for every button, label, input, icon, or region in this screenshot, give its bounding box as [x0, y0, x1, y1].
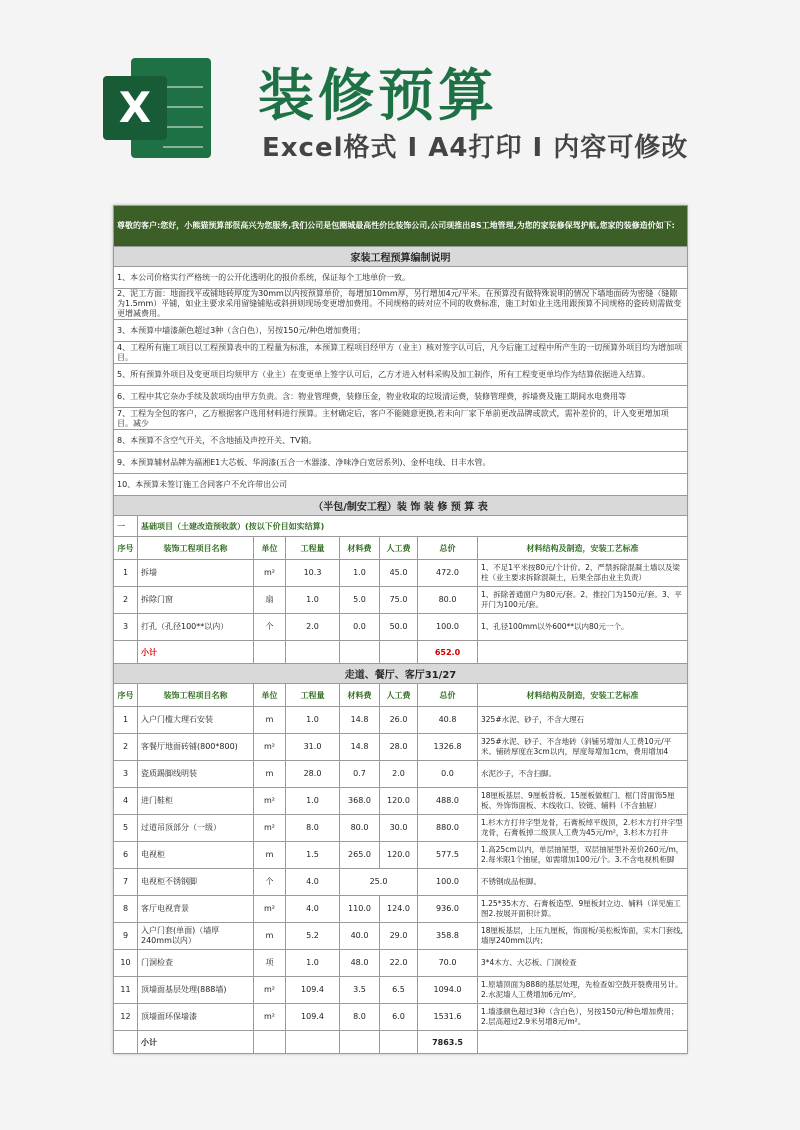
quantity: 4.0	[286, 869, 340, 896]
unit: m²	[254, 788, 286, 815]
item-name: 客餐厅地面砖铺(800*800)	[138, 734, 254, 761]
row-no: 10	[114, 950, 138, 977]
table-row	[114, 869, 688, 896]
unit: m²	[254, 734, 286, 761]
unit: m	[254, 923, 286, 950]
table-cell	[380, 1031, 418, 1054]
total-price: 70.0	[418, 950, 478, 977]
table-cell	[114, 1031, 138, 1054]
quantity: 10.3	[286, 560, 340, 587]
category-no: 一	[114, 516, 138, 537]
section-title: 家装工程预算编制说明	[114, 247, 688, 267]
table-row	[114, 896, 688, 923]
item-name: 入户门套(单面)（墙厚240mm以内）	[138, 923, 254, 950]
note-row	[114, 452, 688, 474]
total-price: 0.0	[418, 761, 478, 788]
quantity: 1.0	[286, 788, 340, 815]
table-row	[114, 950, 688, 977]
total-price: 100.0	[418, 614, 478, 641]
material-cost: 3.5	[340, 977, 380, 1004]
table-row	[114, 977, 688, 1004]
budget-sheet	[113, 205, 687, 1054]
quantity: 4.0	[286, 896, 340, 923]
table-cell	[340, 1031, 380, 1054]
column-header: 材料费	[340, 684, 380, 707]
table-row	[114, 761, 688, 788]
description: 325#水泥、砂子，不含大理石	[478, 707, 688, 734]
description: 水泥沙子，不含扫脚。	[478, 761, 688, 788]
row-no: 1	[114, 560, 138, 587]
row-no: 11	[114, 977, 138, 1004]
unit: m²	[254, 977, 286, 1004]
section-title: 走道、餐厅、客厅31/27	[114, 664, 688, 684]
note-row	[114, 267, 688, 289]
material-cost: 0.7	[340, 761, 380, 788]
table-cell	[340, 641, 380, 664]
column-header: 材料结构及制造，安装工艺标准	[478, 537, 688, 560]
labor-cost: 120.0	[380, 842, 418, 869]
quantity: 31.0	[286, 734, 340, 761]
total-price: 936.0	[418, 896, 478, 923]
description: 1.高25cm以内，单层抽屉型，双层抽屉型补差价260元/m，2.每米限1个抽屉，如需增加100元/个。3.不含电视机柜脚	[478, 842, 688, 869]
table-cell	[254, 1031, 286, 1054]
column-header-row	[114, 537, 688, 560]
unit: m²	[254, 815, 286, 842]
material-cost: 265.0	[340, 842, 380, 869]
quantity: 2.0	[286, 614, 340, 641]
notice-text: 尊敬的客户:您好，小熊猫预算部很高兴为您服务,我们公司是包圈城最高性价比装饰公司,公司现推出8S工地管理,为您的家装修保驾护航,您家的装修造价如下:	[114, 206, 688, 247]
subtotal-row	[114, 641, 688, 664]
unit: m²	[254, 1004, 286, 1031]
labor-cost: 50.0	[380, 614, 418, 641]
column-header: 总价	[418, 537, 478, 560]
total-price: 880.0	[418, 815, 478, 842]
table-cell	[478, 641, 688, 664]
material-cost: 14.8	[340, 734, 380, 761]
table-row	[114, 923, 688, 950]
item-name: 电视柜	[138, 842, 254, 869]
quantity: 1.0	[286, 707, 340, 734]
category-row	[114, 516, 688, 537]
material-cost: 0.0	[340, 614, 380, 641]
description: 3*4木方、大芯板、门洞检查	[478, 950, 688, 977]
description: 1、孔径100mm以外600**以内80元一个。	[478, 614, 688, 641]
description: 不锈钢成品柜脚。	[478, 869, 688, 896]
subtotal-value: 652.0	[418, 641, 478, 664]
unit: m²	[254, 560, 286, 587]
note-row	[114, 289, 688, 320]
labor-cost: 6.5	[380, 977, 418, 1004]
item-name: 入户门槛大理石安装	[138, 707, 254, 734]
material-cost: 48.0	[340, 950, 380, 977]
table-cell	[380, 641, 418, 664]
description: 325#水泥、砂子、不含地砖（斜铺另增加人工费10元/平米。铺砖厚度在3cm以内，厚度每增加1cm，费用增加4	[478, 734, 688, 761]
quantity: 1.0	[286, 950, 340, 977]
note-row	[114, 408, 688, 430]
table-cell	[254, 641, 286, 664]
description: 18厘板基层，上压九厘板，饰面板/美松板饰面，实木门套线,墙厚240mm以内；	[478, 923, 688, 950]
quantity: 109.4	[286, 1004, 340, 1031]
column-header: 材料费	[340, 537, 380, 560]
notice-row	[114, 206, 688, 247]
unit: 个	[254, 614, 286, 641]
note-text: 7、工程为全包的客户，乙方根据客户选用材料进行预算。主材确定后，客户不能随意更换,若未向厂家下单前更改品牌或款式，需补差价的，计入变更增加项目。减少	[114, 408, 688, 430]
row-no: 7	[114, 869, 138, 896]
unit: m	[254, 707, 286, 734]
subtotal-label: 小计	[138, 641, 254, 664]
item-name: 顶墙面环保墙漆	[138, 1004, 254, 1031]
unit-price: 25.0	[340, 869, 418, 896]
material-cost: 368.0	[340, 788, 380, 815]
note-row	[114, 364, 688, 386]
unit: 项	[254, 950, 286, 977]
table-row	[114, 1004, 688, 1031]
note-text: 6、工程中其它杂办手续及款项均由甲方负责。含：物业管理费，装修压金，物业收取的垃圾清运费，装修管理费，拆墙费及施工期间水电费用等	[114, 386, 688, 408]
section-title: （半包/制安工程）装 饰 装 修 预 算 表	[114, 496, 688, 516]
total-price: 358.8	[418, 923, 478, 950]
labor-cost: 6.0	[380, 1004, 418, 1031]
note-row	[114, 342, 688, 364]
column-header: 人工费	[380, 684, 418, 707]
description: 1、不足1平米按80元/个计价。2、严禁拆除混凝土墙以及梁柱（业主要求拆除混凝土，后果全部由业主负责）	[478, 560, 688, 587]
labor-cost: 124.0	[380, 896, 418, 923]
description: 1.原墙顶面为888的基层处理，先检查如空鼓开裂费用另计。2.水泥墙人工费增加6元/m²。	[478, 977, 688, 1004]
unit: m²	[254, 896, 286, 923]
material-cost: 40.0	[340, 923, 380, 950]
item-name: 电视柜不锈钢脚	[138, 869, 254, 896]
column-header: 序号	[114, 537, 138, 560]
row-no: 2	[114, 587, 138, 614]
table-cell	[478, 1031, 688, 1054]
description: 1.墙漆颜色超过3种（含白色），另按150元/种色增加费用；2.层高超过2.9米另增8元/m²。	[478, 1004, 688, 1031]
row-no: 2	[114, 734, 138, 761]
description: 1.25*35木方、石膏板造型、9厘板封立边、辅料（详见施工图2.按展开面积计算。	[478, 896, 688, 923]
page-title: 装修预算	[258, 64, 498, 129]
note-row	[114, 320, 688, 342]
row-no: 12	[114, 1004, 138, 1031]
item-name: 瓷质踢脚线明装	[138, 761, 254, 788]
total-price: 100.0	[418, 869, 478, 896]
note-text: 10、本预算未签订施工合同客户不允许带出公司	[114, 474, 688, 496]
notes-title-row	[114, 247, 688, 267]
item-name: 顶墙面基层处理(888墙)	[138, 977, 254, 1004]
row-no: 3	[114, 761, 138, 788]
unit: m	[254, 761, 286, 788]
column-header: 单位	[254, 684, 286, 707]
row-no: 1	[114, 707, 138, 734]
subtotal-label: 小计	[138, 1031, 254, 1054]
table-row	[114, 788, 688, 815]
labor-cost: 30.0	[380, 815, 418, 842]
labor-cost: 120.0	[380, 788, 418, 815]
note-row	[114, 474, 688, 496]
table-cell	[286, 641, 340, 664]
column-header: 装饰工程项目名称	[138, 684, 254, 707]
poster-header	[0, 0, 800, 200]
table-row	[114, 707, 688, 734]
row-no: 6	[114, 842, 138, 869]
table-row	[114, 842, 688, 869]
row-no: 5	[114, 815, 138, 842]
page-subtitle: Excel格式 I A4打印 I 内容可修改	[262, 133, 689, 163]
labor-cost: 26.0	[380, 707, 418, 734]
quantity: 1.5	[286, 842, 340, 869]
material-cost: 110.0	[340, 896, 380, 923]
column-header: 工程量	[286, 684, 340, 707]
total-price: 1326.8	[418, 734, 478, 761]
subtotal-value: 7863.5	[418, 1031, 478, 1054]
table-cell	[286, 1031, 340, 1054]
labor-cost: 29.0	[380, 923, 418, 950]
total-price: 1531.6	[418, 1004, 478, 1031]
material-cost: 5.0	[340, 587, 380, 614]
note-text: 2、泥工方面：地面找平或铺地砖厚度为30mm以内按预算单价，每增加10mm厚，另行增加4元/平米。在预算没有做特殊说明的情况下墙地面砖为密缝（缝隙为1.5mm）平铺，如业主要求采用留缝铺贴或斜拼则现场变更增加费用。不同规格的砖对应不同的收费标准，施工时如业主选用跟预算不同规格的瓷砖则需做变更增减费用。	[114, 289, 688, 320]
table-row	[114, 734, 688, 761]
note-row	[114, 386, 688, 408]
column-header-row	[114, 684, 688, 707]
total-price: 40.8	[418, 707, 478, 734]
quantity: 1.0	[286, 587, 340, 614]
material-cost: 1.0	[340, 560, 380, 587]
row-no: 4	[114, 788, 138, 815]
table-row	[114, 614, 688, 641]
note-text: 9、本预算辅材品牌为福湘E1大芯板、华润漆(五合一木器漆、净味净白宽居系列)、金杯电线、日丰水管。	[114, 452, 688, 474]
note-text: 1、本公司价格实行严格统一的公开化透明化的报价系统，保证每个工地单价一致。	[114, 267, 688, 289]
subtotal-row	[114, 1031, 688, 1054]
row-no: 8	[114, 896, 138, 923]
row-no: 3	[114, 614, 138, 641]
column-header: 单位	[254, 537, 286, 560]
unit: 个	[254, 869, 286, 896]
table-row	[114, 587, 688, 614]
total-price: 472.0	[418, 560, 478, 587]
total-price: 1094.0	[418, 977, 478, 1004]
labor-cost: 22.0	[380, 950, 418, 977]
total-price: 488.0	[418, 788, 478, 815]
item-name: 进门鞋柜	[138, 788, 254, 815]
table-row	[114, 815, 688, 842]
material-cost: 14.8	[340, 707, 380, 734]
item-name: 过道吊顶部分（一级）	[138, 815, 254, 842]
note-row	[114, 430, 688, 452]
column-header: 总价	[418, 684, 478, 707]
quantity: 28.0	[286, 761, 340, 788]
budget-table	[113, 205, 688, 1054]
column-header: 人工费	[380, 537, 418, 560]
labor-cost: 45.0	[380, 560, 418, 587]
item-name: 拆墙	[138, 560, 254, 587]
table-row	[114, 560, 688, 587]
column-header: 序号	[114, 684, 138, 707]
description: 18厘板基层、9厘板背板、15厘板做框门、框门背面饰5厘板、外饰饰面板、木线收口、铰链、辅料（不含抽屉）	[478, 788, 688, 815]
note-text: 3、本预算中墙漆颜色超过3种（含白色），另按150元/种色增加费用；	[114, 320, 688, 342]
total-price: 80.0	[418, 587, 478, 614]
column-header: 装饰工程项目名称	[138, 537, 254, 560]
item-name: 拆除门窗	[138, 587, 254, 614]
quantity: 8.0	[286, 815, 340, 842]
table-cell	[114, 641, 138, 664]
description: 1.杉木方打井字型龙骨，石膏板绰平级顶，2.杉木方打井字型龙骨，石膏板掉二级顶人工费为45元/m²，3.杉木方打井	[478, 815, 688, 842]
column-header: 工程量	[286, 537, 340, 560]
item-name: 门洞检查	[138, 950, 254, 977]
unit: 扇	[254, 587, 286, 614]
category-label: 基础项目（土建改造预收款）(按以下价目如实结算)	[138, 516, 688, 537]
labor-cost: 2.0	[380, 761, 418, 788]
row-no: 9	[114, 923, 138, 950]
note-text: 4、工程所有施工项目以工程预算表中的工程量为标准，本预算工程项目经甲方（业主）核对签字认可后，凡今后施工过程中所产生的一切预算外项目均为增加项目。	[114, 342, 688, 364]
description: 1、拆除普通窗户为80元/套。2、推拉门为150元/套。3、平开门为100元/套。	[478, 587, 688, 614]
column-header: 材料结构及制造，安装工艺标准	[478, 684, 688, 707]
unit: m	[254, 842, 286, 869]
material-cost: 8.0	[340, 1004, 380, 1031]
excel-logo-icon: X	[103, 58, 211, 158]
quantity: 109.4	[286, 977, 340, 1004]
section-title-row	[114, 664, 688, 684]
material-cost: 80.0	[340, 815, 380, 842]
quantity: 5.2	[286, 923, 340, 950]
note-text: 5、所有预算外项目及变更项目均须甲方（业主）在变更单上签字认可后，乙方才进入材料采购及加工制作，所有工程变更单均作为结算依据进入结算。	[114, 364, 688, 386]
labor-cost: 75.0	[380, 587, 418, 614]
section-title-row	[114, 496, 688, 516]
note-text: 8、本预算不含空气开关，不含地插及声控开关、TV箱。	[114, 430, 688, 452]
item-name: 客厅电视背景	[138, 896, 254, 923]
item-name: 打孔（孔径100**以内）	[138, 614, 254, 641]
labor-cost: 28.0	[380, 734, 418, 761]
total-price: 577.5	[418, 842, 478, 869]
